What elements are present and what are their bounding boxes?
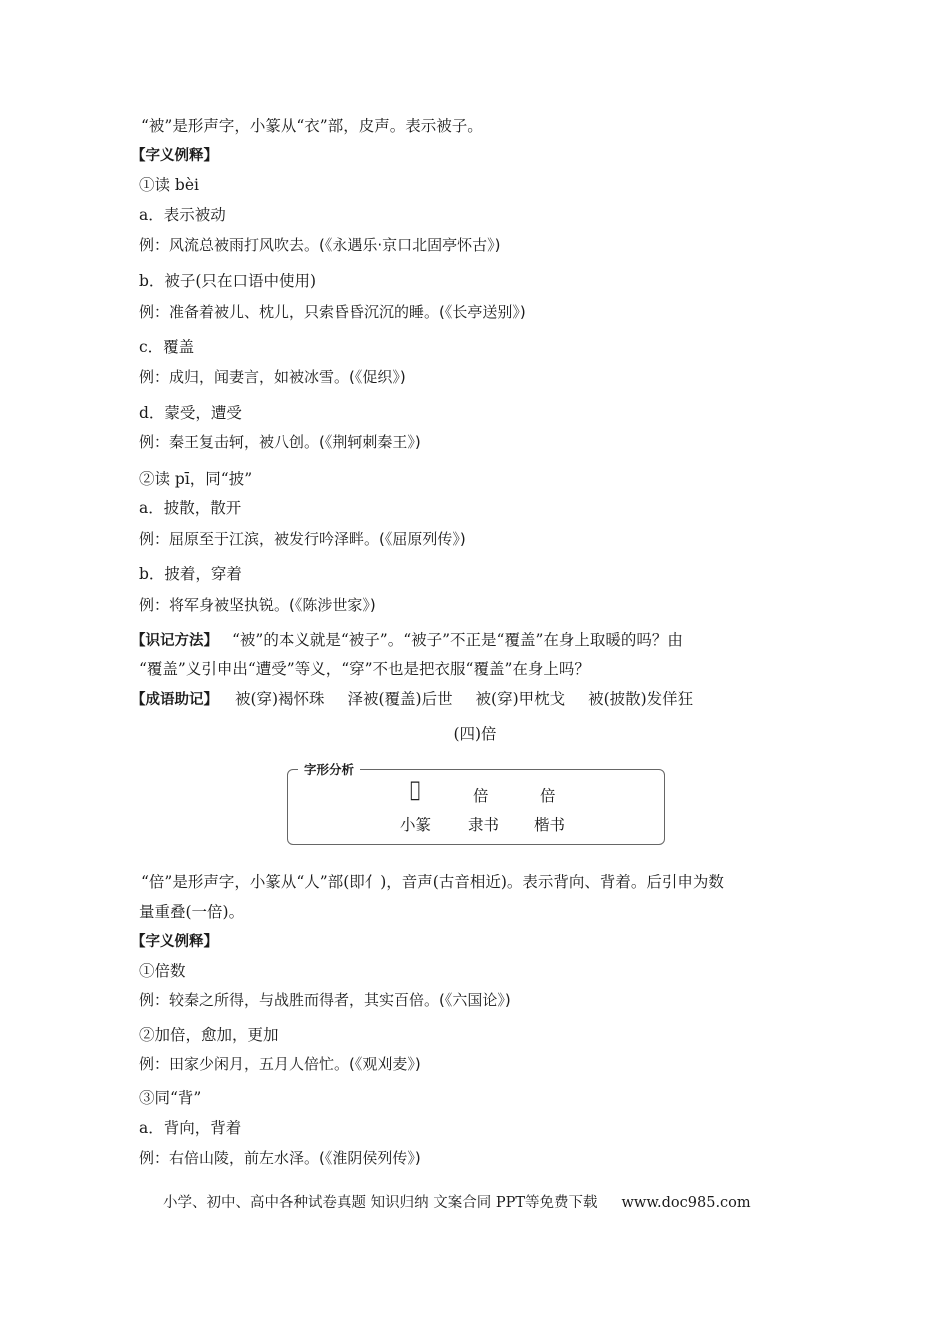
reading-bei: ①读 bèi <box>139 176 199 194</box>
example-d: 例：秦王复击轲，被八创。(《荆轲刺秦王》) <box>139 433 421 451</box>
section-title-bei4: (四)倍 <box>453 725 497 743</box>
meaning-d-suffer: d．蒙受，遭受 <box>139 404 242 422</box>
glyph-analysis-box <box>287 762 665 845</box>
example-pei-2: 例：田家少闲月，五月人倍忙。(《观刈麦》) <box>139 1055 421 1073</box>
section-heading-meaning-examples-2: 【字义例释】 <box>131 934 218 950</box>
memory-method-line-1 <box>131 629 683 652</box>
intro-pei-line-2: 量重叠(一倍)。 <box>139 903 245 921</box>
glyph-clerical-script: 倍 <box>473 787 489 805</box>
memory-method-text-1: “被”的本义就是“被子”。“被子”不正是“覆盖”在身上取暖的吗？由 <box>232 631 683 649</box>
meaning-pei-3a: a．背向，背着 <box>139 1119 242 1137</box>
meaning-pi-a: a．披散，散开 <box>139 499 242 517</box>
footer <box>163 1191 751 1212</box>
section-heading-meaning-examples: 【字义例释】 <box>131 148 218 164</box>
example-pei-3a: 例：右倍山陵，前左水泽。(《淮阴侯列传》) <box>139 1149 421 1167</box>
glyph-analysis-tag: 字形分析 <box>298 760 360 778</box>
meaning-pi-b: b．披着，穿着 <box>139 565 242 583</box>
example-pi-b: 例：将军身被坚执锐。(《陈涉世家》) <box>139 596 376 614</box>
idiom-3: 被(穿)甲枕戈 <box>475 690 566 708</box>
memory-method-heading: 【识记方法】 <box>131 633 218 649</box>
reading-pi: ②读 pī，同“披” <box>139 470 253 488</box>
meaning-pei-2: ②加倍，愈加，更加 <box>139 1026 279 1044</box>
intro-bei-paragraph: “被”是形声字，小篆从“衣”部，皮声。表示被子。 <box>141 117 483 135</box>
example-pi-a: 例：屈原至于江滨，被发行吟泽畔。(《屈原列传》) <box>139 530 466 548</box>
idiom-2: 泽被(覆盖)后世 <box>347 690 453 708</box>
meaning-pei-1: ①倍数 <box>139 962 186 980</box>
meaning-c-cover: c．覆盖 <box>139 338 195 356</box>
intro-pei-line-1: “倍”是形声字，小篆从“人”部(即亻)，音声(古音相近)。表示背向、背着。后引申为数 <box>141 873 724 891</box>
example-b: 例：准备着被儿、枕儿，只索昏昏沉沉的睡。(《长亭送别》) <box>139 303 526 321</box>
memory-method-line-2: “覆盖”义引申出“遭受”等义，“穿”不也是把衣服“覆盖”在身上吗？ <box>139 660 590 678</box>
meaning-pei-3: ③同“背” <box>139 1089 202 1107</box>
caption-clerical: 隶书 <box>468 816 500 834</box>
footer-text: 小学、初中、高中各种试卷真题 知识归纳 文案合同 PPT等免费下载 <box>163 1195 598 1211</box>
idiom-aid-heading: 【成语助记】 <box>131 692 218 708</box>
example-a: 例：风流总被雨打风吹去。(《永遇乐·京口北固亭怀古》) <box>139 236 501 254</box>
idiom-1: 被(穿)褐怀珠 <box>234 690 325 708</box>
glyph-seal-script: 𠋢 <box>410 777 421 803</box>
meaning-b-quilt: b．被子(只在口语中使用) <box>139 272 317 290</box>
caption-seal: 小篆 <box>400 816 432 834</box>
idiom-aid-line <box>131 688 711 711</box>
idiom-4: 被(披散)发佯狂 <box>588 690 694 708</box>
caption-regular: 楷书 <box>534 816 566 834</box>
footer-url[interactable]: www.doc985.com <box>621 1195 751 1211</box>
example-pei-1: 例：较秦之所得，与战胜而得者，其实百倍。(《六国论》) <box>139 991 511 1009</box>
example-c: 例：成归，闻妻言，如被冰雪。(《促织》) <box>139 368 406 386</box>
meaning-a-passive: a．表示被动 <box>139 206 226 224</box>
glyph-regular-script: 倍 <box>540 787 556 805</box>
